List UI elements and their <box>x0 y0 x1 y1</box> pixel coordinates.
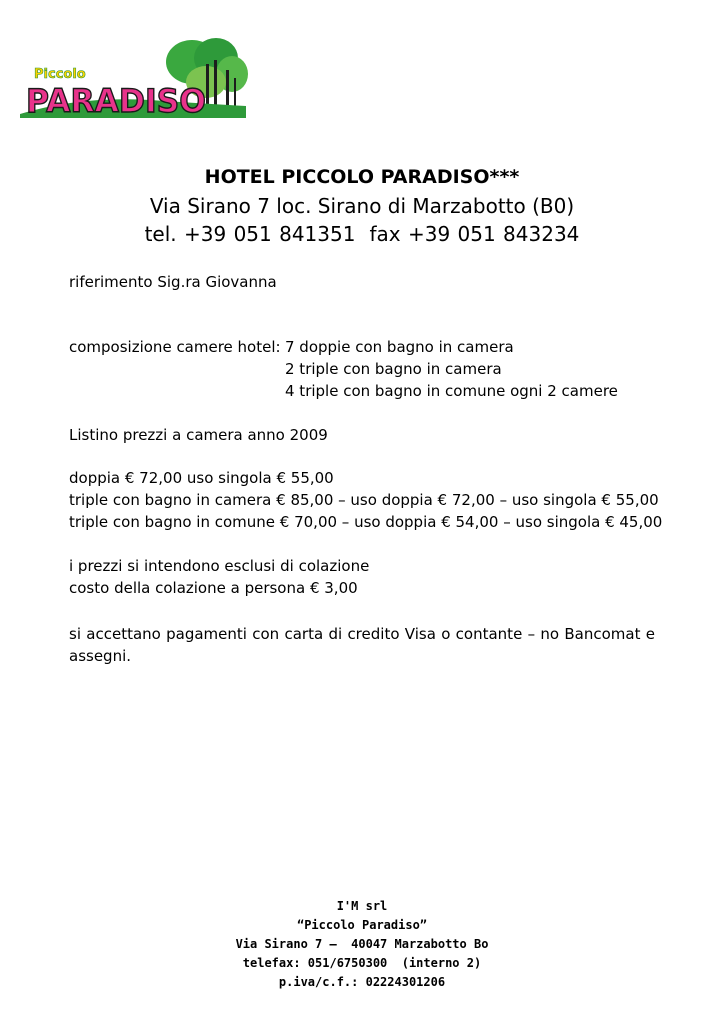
prices-heading: Listino prezzi a camera anno 2009 <box>69 426 328 444</box>
footer-vat: p.iva/c.f.: 02224301206 <box>278 975 446 989</box>
rooms-label: composizione camere hotel: <box>69 338 281 356</box>
hotel-title: HOTEL PICCOLO PARADISO*** <box>204 166 520 188</box>
footer-address: Via Sirano 7 – 40047 Marzabotto Bo <box>235 937 489 951</box>
reference-line: riferimento Sig.ra Giovanna <box>69 273 277 291</box>
footer-company: I'M srl <box>336 899 388 913</box>
hotel-address: Via Sirano 7 loc. Sirano di Marzabotto (B0) <box>149 194 575 218</box>
price-line: triple con bagno in comune € 70,00 – uso doppia € 54,00 – uso singola € 45,00 <box>69 513 663 531</box>
rooms-item: 7 doppie con bagno in camera <box>285 338 514 356</box>
hotel-tel: tel. +39 051 841351 <box>144 222 356 246</box>
payment-note: si accettano pagamenti con carta di credito Visa o contante – no Bancomat e assegni. <box>69 625 655 665</box>
rooms-item: 4 triple con bagno in comune ogni 2 camere <box>285 382 618 400</box>
hotel-contacts <box>0 222 724 246</box>
hotel-fax: fax +39 051 843234 <box>369 222 580 246</box>
footer-telefax: telefax: 051/6750300 (interno 2) <box>242 956 482 970</box>
footer-name: “Piccolo Paradiso” <box>296 918 428 932</box>
svg-text:PARADISO: PARADISO <box>26 82 206 120</box>
hotel-logo <box>20 34 250 120</box>
price-line: doppia € 72,00 uso singola € 55,00 <box>69 469 334 487</box>
rooms-item: 2 triple con bagno in camera <box>285 360 502 378</box>
svg-text:Piccolo: Piccolo <box>34 67 86 82</box>
breakfast-cost: costo della colazione a persona € 3,00 <box>69 579 358 597</box>
price-line: triple con bagno in camera € 85,00 – uso doppia € 72,00 – uso singola € 55,00 <box>69 491 659 509</box>
breakfast-note: i prezzi si intendono esclusi di colazione <box>69 557 370 575</box>
